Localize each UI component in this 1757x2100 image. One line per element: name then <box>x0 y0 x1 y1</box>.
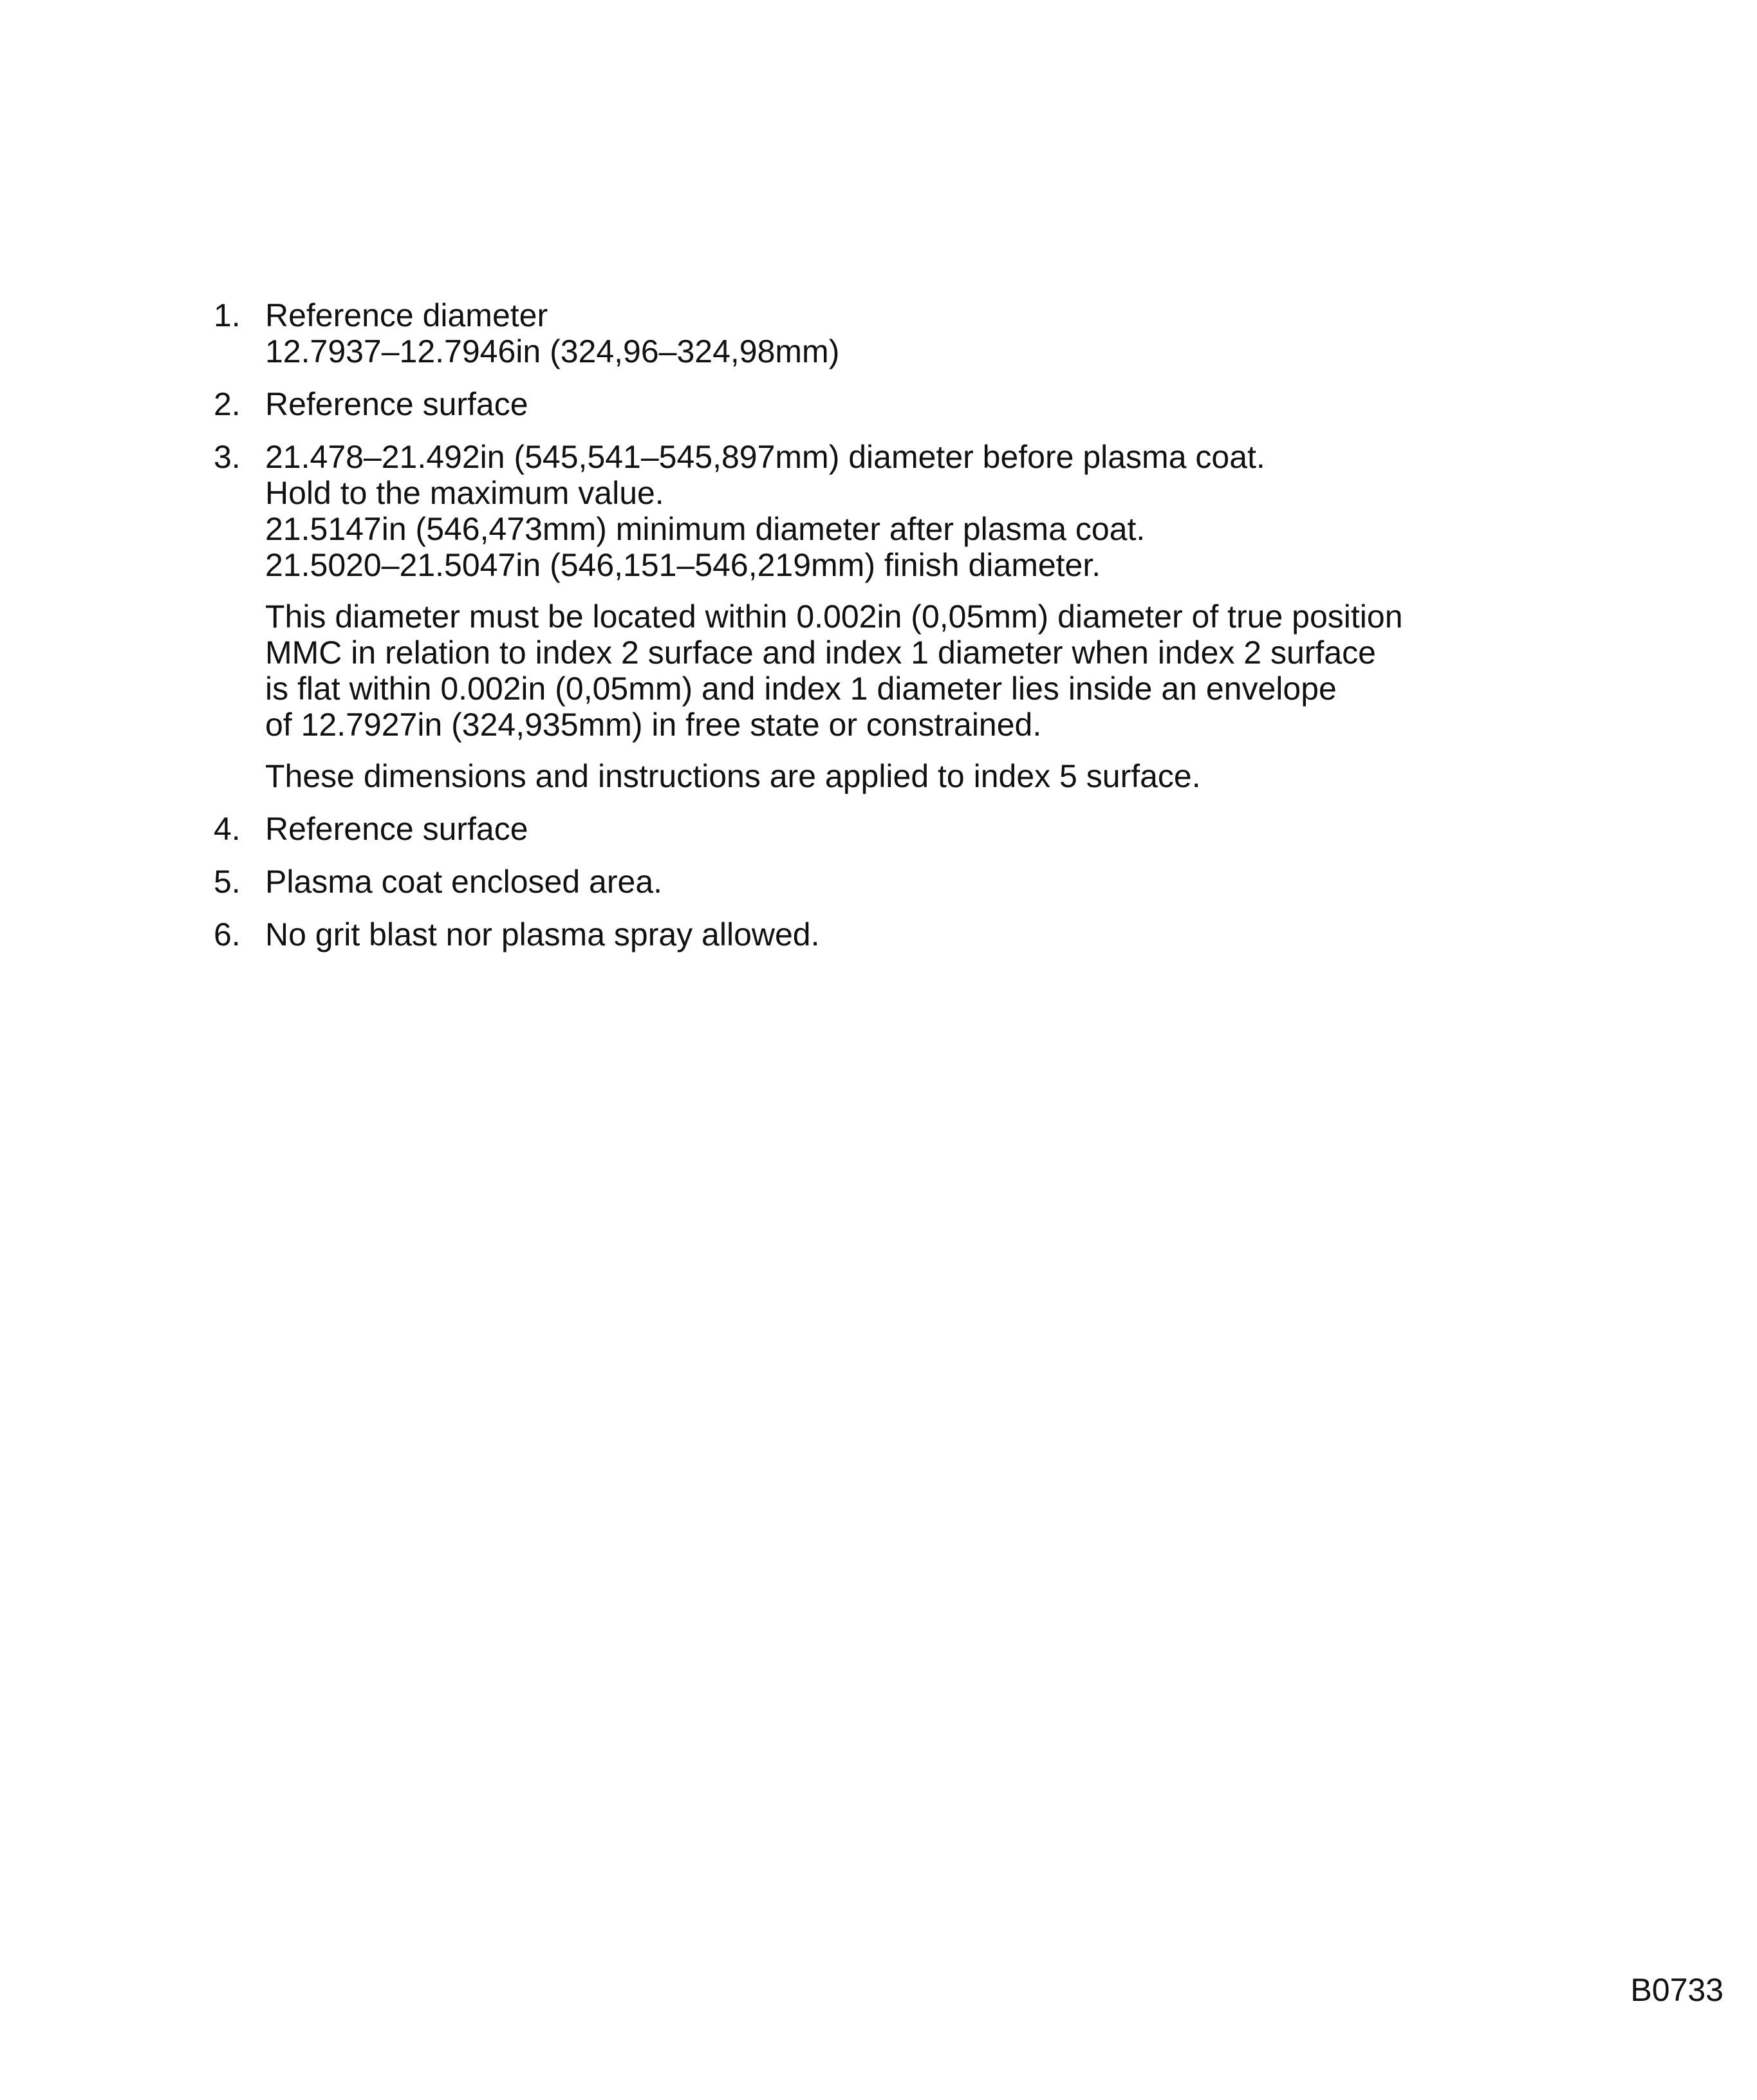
note-line: Reference surface <box>265 386 528 422</box>
note-paragraph <box>265 758 1642 794</box>
note-item-3 <box>214 439 1642 794</box>
note-paragraph-line: is flat within 0.002in (0,05mm) and index 1 diameter lies inside an envelope <box>265 671 1337 707</box>
note-line: No grit blast nor plasma spray allowed. <box>265 916 820 952</box>
note-paragraph-line: of 12.7927in (324,935mm) in free state or constrained. <box>265 707 1042 743</box>
note-item-1 <box>214 297 1642 369</box>
notes-list <box>214 297 1642 969</box>
note-body <box>265 811 1642 847</box>
note-body <box>265 386 1642 422</box>
note-line: Hold to the maximum value. <box>265 475 664 511</box>
note-item-2 <box>214 386 1642 422</box>
note-body <box>265 916 1642 952</box>
note-number: 3. <box>214 439 241 475</box>
note-paragraph-line: MMC in relation to index 2 surface and index 1 diameter when index 2 surface <box>265 635 1376 671</box>
note-item-5 <box>214 864 1642 900</box>
figure-code: B0733 <box>1630 1972 1724 2008</box>
note-item-6 <box>214 916 1642 952</box>
note-number: 6. <box>214 916 241 952</box>
note-number: 2. <box>214 386 241 422</box>
note-line: 21.5020–21.5047in (546,151–546,219mm) finish diameter. <box>265 547 1101 583</box>
note-item-4 <box>214 811 1642 847</box>
note-body <box>265 864 1642 900</box>
note-number: 1. <box>214 297 241 333</box>
note-body <box>265 439 1642 794</box>
note-number: 4. <box>214 811 241 847</box>
note-line: 12.7937–12.7946in (324,96–324,98mm) <box>265 333 840 369</box>
note-body <box>265 297 1642 369</box>
note-line: Reference diameter <box>265 297 548 333</box>
note-line: 21.5147in (546,473mm) minimum diameter after plasma coat. <box>265 511 1146 547</box>
note-paragraph-line: This diameter must be located within 0.002in (0,05mm) diameter of true position <box>265 599 1403 635</box>
note-paragraph-line: These dimensions and instructions are applied to index 5 surface. <box>265 758 1201 794</box>
note-line: 21.478–21.492in (545,541–545,897mm) diameter before plasma coat. <box>265 439 1265 475</box>
note-line: Reference surface <box>265 811 528 847</box>
note-line: Plasma coat enclosed area. <box>265 864 663 900</box>
note-number: 5. <box>214 864 241 900</box>
note-paragraph <box>265 599 1642 743</box>
